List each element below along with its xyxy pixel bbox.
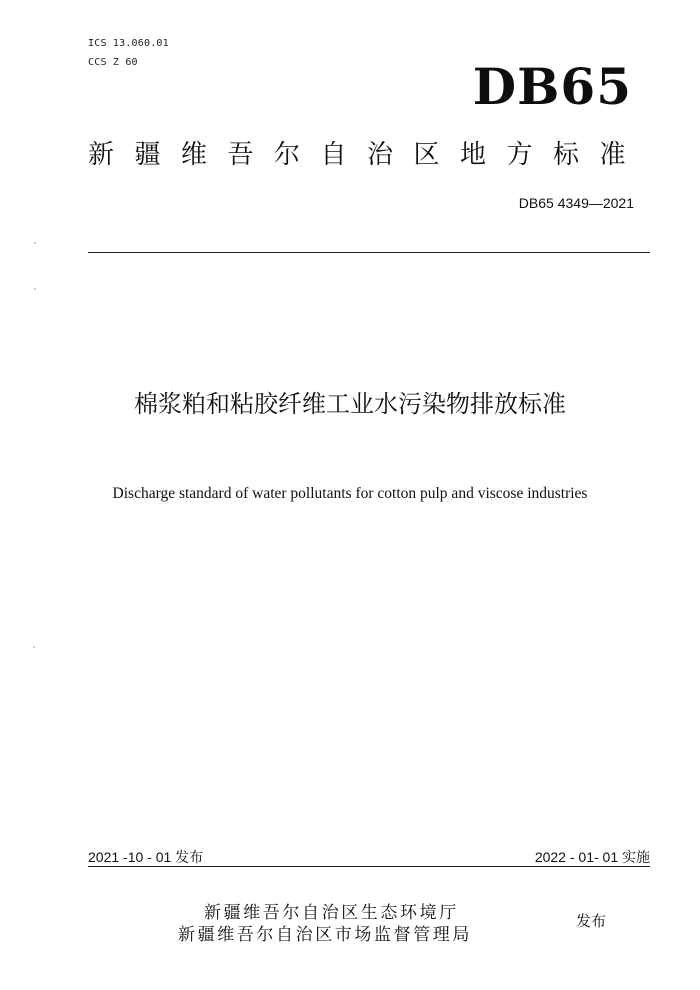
publisher-ecology-department: 新疆维吾尔自治区生态环境厅: [204, 903, 459, 923]
scan-speck: [34, 242, 36, 244]
scan-speck: [33, 646, 35, 648]
db-logo: DB65: [472, 57, 632, 116]
publisher-market-regulation: 新疆维吾尔自治区市场监督管理局: [178, 925, 472, 945]
top-divider: [88, 252, 650, 253]
document-title-chinese: 棉浆粕和粘胶纤维工业水污染物排放标准: [134, 390, 566, 418]
implementation-date: 2022 - 01- 01 实施: [534, 849, 650, 865]
issue-date: 2021 -10 - 01 发布: [88, 849, 204, 865]
scan-speck: [34, 288, 36, 290]
issuer-title: 新疆维吾尔自治区地方标准: [88, 140, 647, 170]
document-title-english: Discharge standard of water pollutants for cotton pulp and viscose industries: [112, 485, 588, 502]
publish-label: 发布: [576, 912, 607, 930]
ccs-code: CCS Z 60: [88, 57, 138, 68]
bottom-divider: [88, 866, 650, 867]
standard-number: DB65 4349—2021: [518, 195, 634, 211]
ics-code: ICS 13.060.01: [88, 38, 169, 49]
